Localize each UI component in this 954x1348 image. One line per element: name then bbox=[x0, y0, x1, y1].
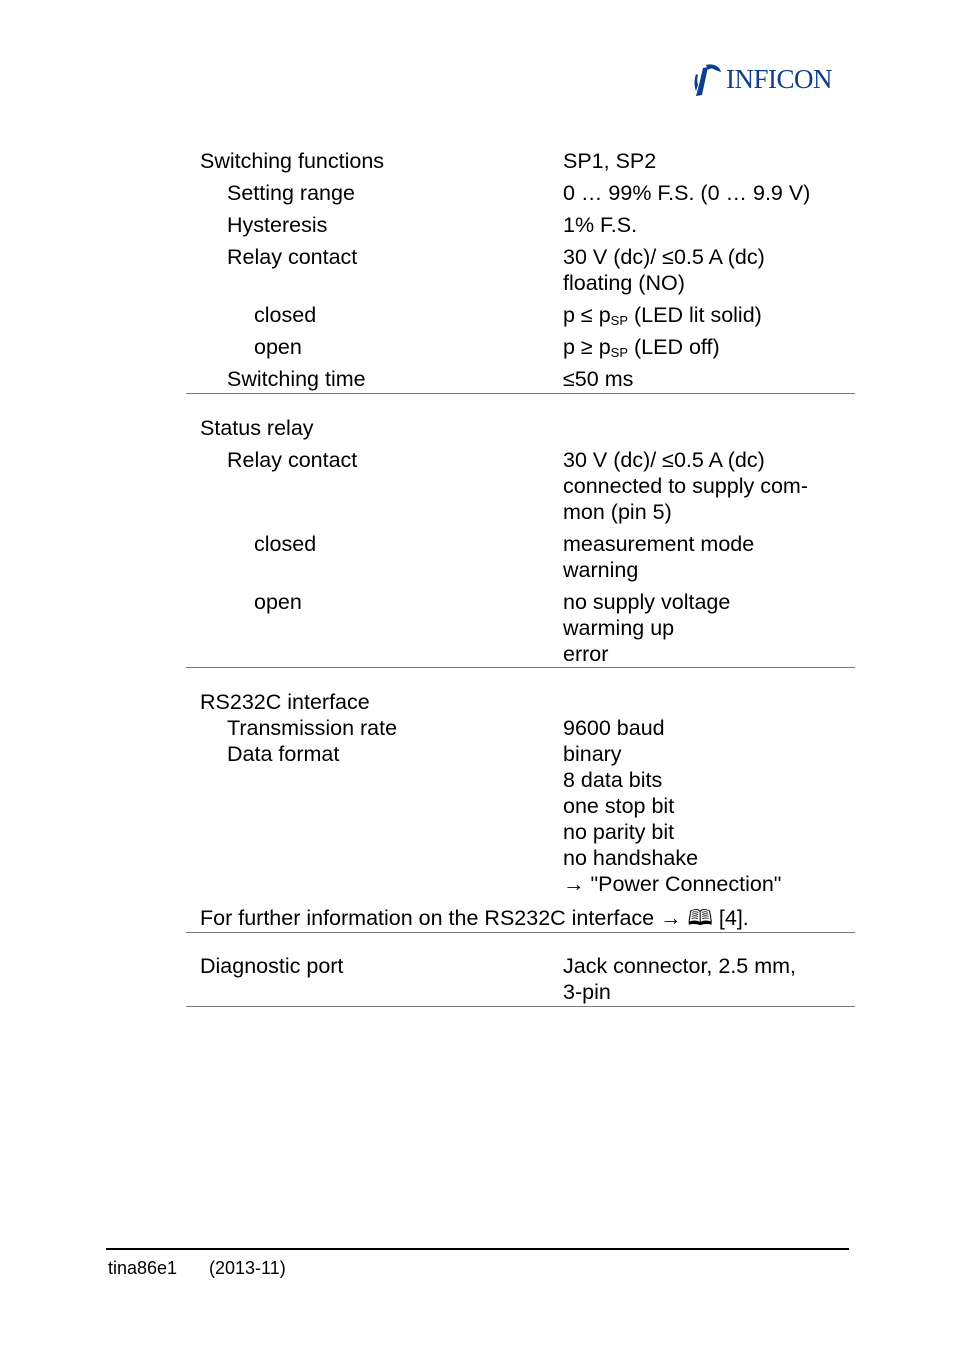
relay-contact-label: Relay contact bbox=[227, 245, 358, 269]
rs232c-interface-label: RS232C interface bbox=[200, 690, 370, 714]
footer-doc-id: tina86e1 bbox=[108, 1258, 178, 1278]
relay-contact-value-floating: floating (NO) bbox=[563, 271, 685, 295]
transmission-rate-value: 9600 baud bbox=[563, 716, 665, 740]
status-relay-contact-line: mon (pin 5) bbox=[563, 500, 672, 524]
closed-label: closed bbox=[254, 303, 317, 327]
switching-functions-value: SP1, SP2 bbox=[563, 149, 657, 173]
setting-range-label: Setting range bbox=[227, 181, 355, 205]
status-closed-label: closed bbox=[254, 532, 317, 556]
status-closed-line: measurement mode bbox=[563, 532, 755, 556]
diagnostic-port-value: Jack connector, 2.5 mm, bbox=[563, 954, 797, 978]
data-format-line: binary bbox=[563, 742, 622, 766]
open-value: $p \ge p_{SP}$ (LED off) bbox=[563, 335, 720, 360]
data-format-label: Data format bbox=[227, 742, 340, 766]
section-divider bbox=[186, 667, 855, 668]
status-relay-label: Status relay bbox=[200, 416, 314, 440]
data-format-line: no parity bit bbox=[563, 820, 675, 844]
status-open-line: no supply voltage bbox=[563, 590, 731, 614]
relay-contact-value: 30 V (dc)/ ≤0.5 A (dc) bbox=[563, 245, 765, 269]
status-relay-contact-line: connected to supply com- bbox=[563, 474, 808, 498]
status-relay-contact-label: Relay contact bbox=[227, 448, 358, 472]
data-format-line: one stop bit bbox=[563, 794, 675, 818]
power-connection-reference: → "Power Connection" bbox=[563, 872, 782, 896]
status-open-line: error bbox=[563, 642, 609, 666]
status-open-label: open bbox=[254, 590, 302, 614]
inficon-logo-mark-icon bbox=[693, 62, 723, 98]
setting-range-value: 0 … 99% F.S. (0 … 9.9 V) bbox=[563, 181, 811, 205]
section-divider bbox=[186, 932, 855, 933]
diagnostic-port-value: 3-pin bbox=[563, 980, 611, 1004]
switching-functions-label: Switching functions bbox=[200, 149, 385, 173]
rs232c-further-info: For further information on the RS232C interface → 🕮 [4]. bbox=[200, 906, 749, 930]
data-format-line: 8 data bits bbox=[563, 768, 663, 792]
inficon-logo bbox=[693, 62, 849, 98]
closed-value: $p \le p_{SP}$ (LED lit solid) bbox=[563, 303, 762, 328]
hysteresis-value: 1% F.S. bbox=[563, 213, 638, 237]
open-label: open bbox=[254, 335, 302, 359]
status-open-line: warming up bbox=[563, 616, 675, 640]
section-divider bbox=[186, 1006, 855, 1007]
hysteresis-label: Hysteresis bbox=[227, 213, 328, 237]
footer-rule bbox=[106, 1248, 849, 1250]
transmission-rate-label: Transmission rate bbox=[227, 716, 398, 740]
data-format-line: no handshake bbox=[563, 846, 699, 870]
diagnostic-port-label: Diagnostic port bbox=[200, 954, 344, 978]
status-relay-contact-line: 30 V (dc)/ ≤0.5 A (dc) bbox=[563, 448, 765, 472]
footer-date: (2013-11) bbox=[209, 1258, 286, 1278]
inficon-logo-text: INFICON bbox=[726, 64, 833, 94]
switching-time-value: ≤50 ms bbox=[563, 367, 634, 391]
switching-time-label: Switching time bbox=[227, 367, 366, 391]
status-closed-line: warning bbox=[563, 558, 639, 582]
section-divider bbox=[186, 393, 855, 394]
